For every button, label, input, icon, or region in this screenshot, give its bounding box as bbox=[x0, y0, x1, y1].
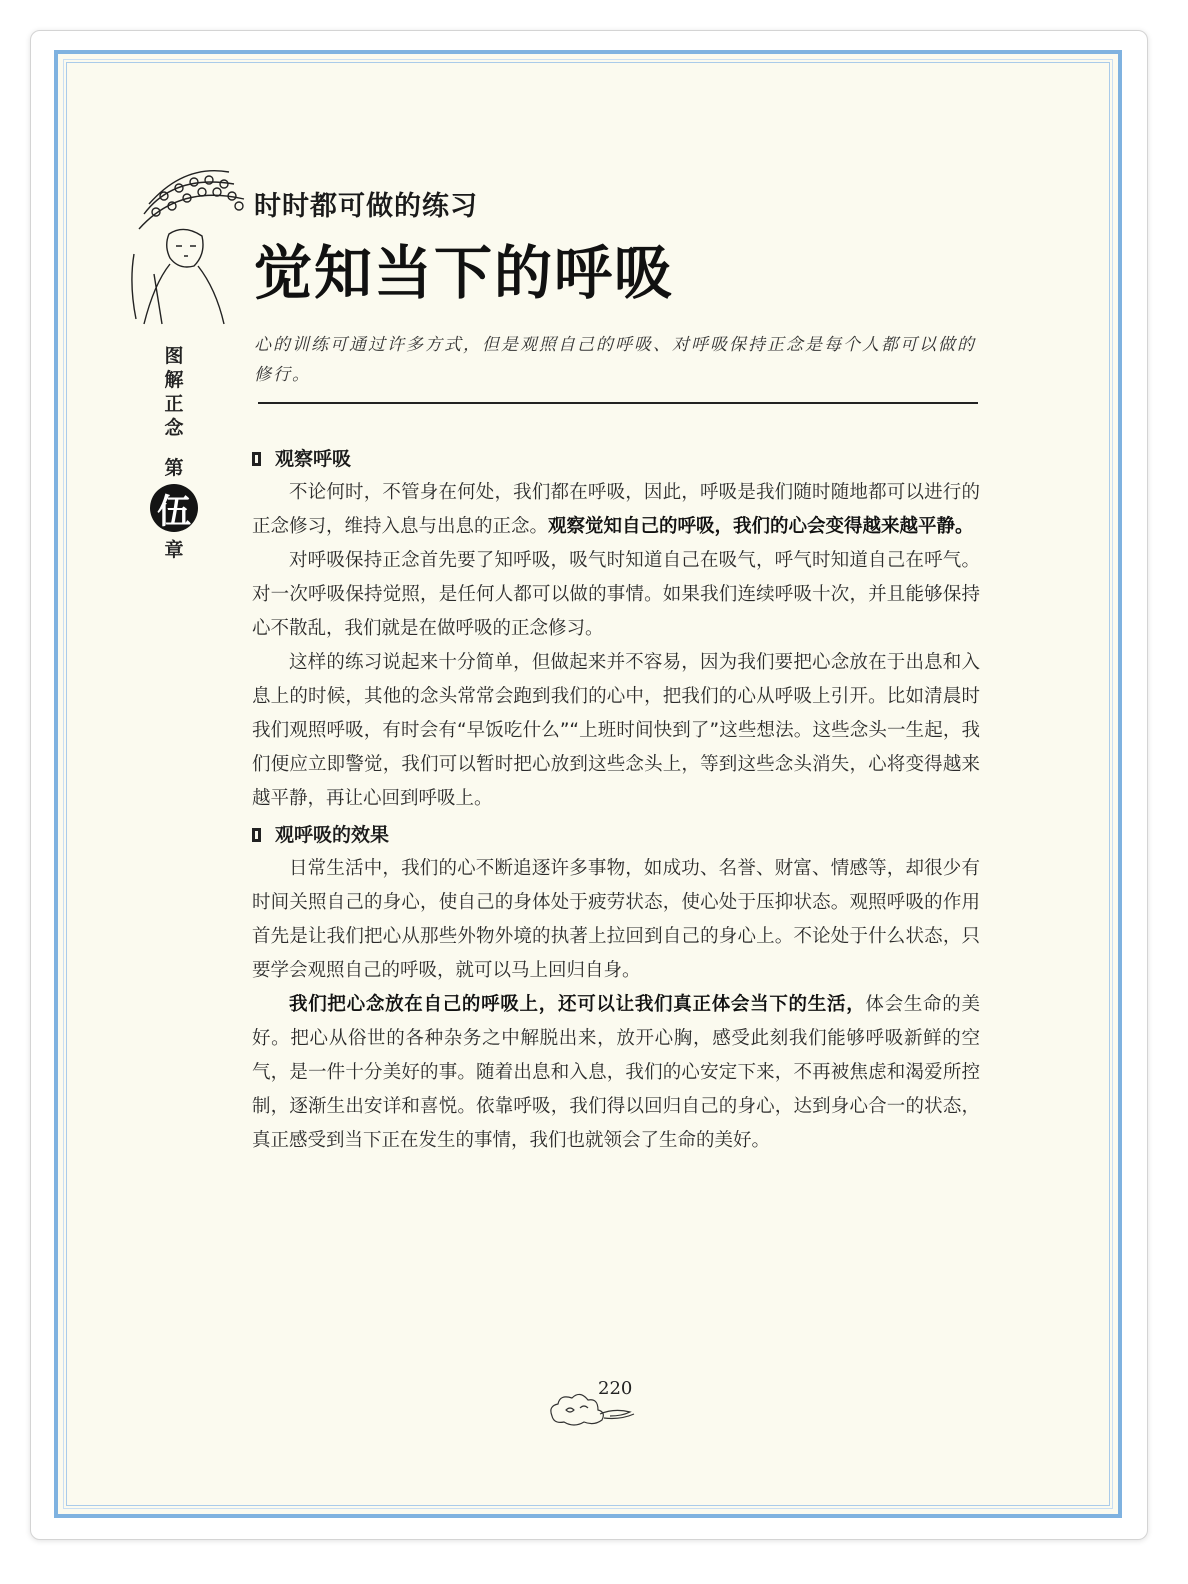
cloud-ornament-icon bbox=[544, 1384, 640, 1430]
side-label-char: 正 bbox=[164, 393, 184, 415]
side-label-char: 章 bbox=[164, 539, 184, 561]
paragraph: 这样的练习说起来十分简单，但做起来并不容易，因为我们要把心念放在于出息和入息上的时候，其他的念头常常会跑到我们的心中，把我们的心从呼吸上引开。比如清晨时我们观照呼吸，有时会有“早饭吃什么”“上班时间快到了”这些想法。这些念头一生起，我们便应立即警觉，我们可以暂时把心放到这些念头上，等到这些念头消失，心将变得越来越平静，再让心回到呼吸上。 bbox=[252, 652, 980, 809]
intro-text: 心的训练可通过许多方式，但是观照自己的呼吸、对呼吸保持正念是每个人都可以做的修行。 bbox=[254, 335, 976, 385]
side-label-char: 图 bbox=[164, 345, 184, 367]
figure-illustration bbox=[124, 154, 254, 334]
section-marker-icon bbox=[252, 828, 261, 842]
page-number: 220 bbox=[598, 1378, 633, 1399]
section-heading bbox=[252, 442, 980, 476]
book-page bbox=[54, 50, 1122, 1518]
page-footer bbox=[544, 1374, 644, 1434]
bold-text: 观察觉知自己的呼吸，我们的心会变得越来越平静。 bbox=[548, 516, 974, 537]
page-title: 觉知当下的呼吸 bbox=[254, 239, 675, 307]
section-marker-icon bbox=[252, 452, 261, 466]
paragraph: 日常生活中，我们的心不断追逐许多事物，如成功、名誉、财富、情感等，却很少有时间关照自己的身心，使自己的身体处于疲劳状态，使心处于压抑状态。观照呼吸的作用首先是让我们把心从那些外物外境的执著上拉回到自己的身心上。不论处于什么状态，只要学会观照自己的呼吸，就可以马上回归自身。 bbox=[252, 858, 980, 981]
paragraph: 我们把心念放在自己的呼吸上，还可以让我们真正体会当下的生活，体会生命的美好。把心从俗世的各种杂务之中解脱出来，放开心胸，感受此刻我们能够呼吸新鲜的空气，是一件十分美好的事。随着出息和入息，我们的心安定下来，不再被焦虑和渴爱所控制，逐渐生出安详和喜悦。依靠呼吸，我们得以回归自己的身心，达到身心合一的状态，真正感受到当下正在发生的事情，我们也就领会了生命的美好。 bbox=[252, 994, 980, 1151]
paragraph: 不论何时，不管身在何处，我们都在呼吸，因此，呼吸是我们随时随地都可以进行的正念修习，维持入息与出息的正念。观察觉知自己的呼吸，我们的心会变得越来越平静。 bbox=[252, 482, 980, 537]
side-label-char: 念 bbox=[164, 417, 184, 439]
page-subtitle: 时时都可做的练习 bbox=[254, 191, 478, 222]
section-heading-text: 观察呼吸 bbox=[275, 448, 352, 470]
bold-text: 我们把心念放在自己的呼吸上，还可以让我们真正体会当下的生活， bbox=[289, 994, 866, 1015]
chapter-side-label bbox=[154, 344, 194, 562]
section-heading bbox=[252, 818, 980, 852]
side-label-char: 第 bbox=[164, 457, 184, 479]
article-body bbox=[252, 442, 980, 1158]
chapter-number-badge: 伍 bbox=[150, 484, 198, 532]
section-heading-text: 观呼吸的效果 bbox=[275, 824, 390, 846]
divider-rule bbox=[258, 402, 978, 404]
paragraph: 对呼吸保持正念首先要了知呼吸，吸气时知道自己在吸气，呼气时知道自己在呼气。对一次呼吸保持觉照，是任何人都可以做的事情。如果我们连续呼吸十次，并且能够保持心不散乱，我们就是在做呼吸的正念修习。 bbox=[252, 550, 980, 639]
side-label-char: 解 bbox=[164, 369, 184, 391]
